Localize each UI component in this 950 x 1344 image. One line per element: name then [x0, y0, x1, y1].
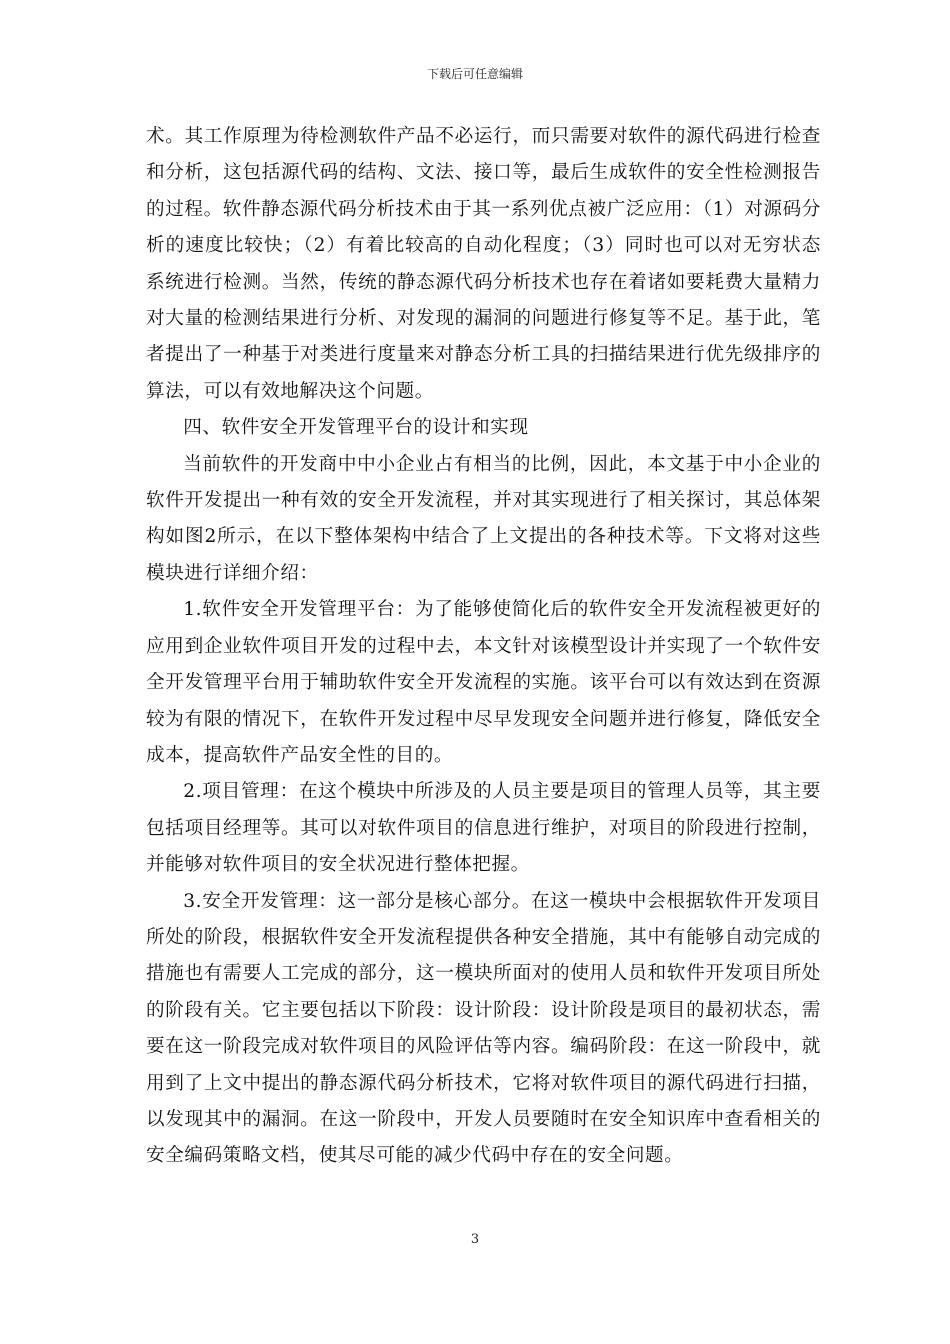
- body-paragraph-5: 3.安全开发管理：这一部分是核心部分。在这一模块中会根据软件开发项目所处的阶段，根据软件安全开发流程提供各种安全措施，其中有能够自动完成的措施也有需要人工完成的部分，这一模块所面对的使用人员和软件开发项目所处的阶段有关。它主要包括以下阶段：设计阶段：设计阶段是项目的最初状态，需要在这一阶段完成对软件项目的风险评估等内容。编码阶段：在这一阶段中，就用到了上文中提出的静态源代码分析技术，它将对软件项目的源代码进行扫描，以发现其中的漏洞。在这一阶段中，开发人员要随时在安全知识库中查看相关的安全编码策略文档，使其尽可能的减少代码中存在的安全问题。: [146, 890, 821, 1167]
- page-number: 3: [470, 1232, 480, 1247]
- body-paragraph-2: 当前软件的开发商中中小企业占有相当的比例，因此，本文基于中小企业的软件开发提出一种有效的安全开发流程，并对其实现进行了相关探讨，其总体架构如图2所示，在以下整体架构中结合了上文提出的各种技术等。下文将对这些模块进行详细介绍：: [146, 453, 821, 584]
- body-paragraph-3: 1.软件安全开发管理平台：为了能够使简化后的软件安全开发流程被更好的应用到企业软件项目开发的过程中去，本文针对该模型设计并实现了一个软件安全开发管理平台用于辅助软件安全开发流程的实施。该平台可以有效达到在资源较为有限的情况下，在软件开发过程中尽早发现安全问题并进行修复，降低安全成本，提高软件产品安全性的目的。: [146, 599, 821, 766]
- body-paragraph-1: 术。其工作原理为待检测软件产品不必运行，而只需要对软件的源代码进行检查和分析，这包括源代码的结构、文法、接口等，最后生成软件的安全性检测报告的过程。软件静态源代码分析技术由于其一系列优点被广泛应用：（1）对源码分析的速度比较快；（2）有着比较高的自动化程度；（3）同时也可以对无穷状态系统进行检测。当然，传统的静态源代码分析技术也存在着诸如要耗费大量精力对大量的检测结果进行分析、对发现的漏洞的问题进行修复等不足。基于此，笔者提出了一种基于对类进行度量来对静态分析工具的扫描结果进行优先级排序的算法，可以有效地解决这个问题。: [146, 126, 821, 402]
- body-paragraph-4: 2.项目管理：在这个模块中所涉及的人员主要是项目的管理人员等，其主要包括项目经理等。其可以对软件项目的信息进行维护，对项目的阶段进行控制，并能够对软件项目的安全状况进行整体把握。: [146, 781, 821, 876]
- document-body: [146, 119, 821, 1175]
- page-header: 下载后可任意编辑: [426, 67, 523, 81]
- section-heading: 四、软件安全开发管理平台的设计和实现: [183, 417, 529, 439]
